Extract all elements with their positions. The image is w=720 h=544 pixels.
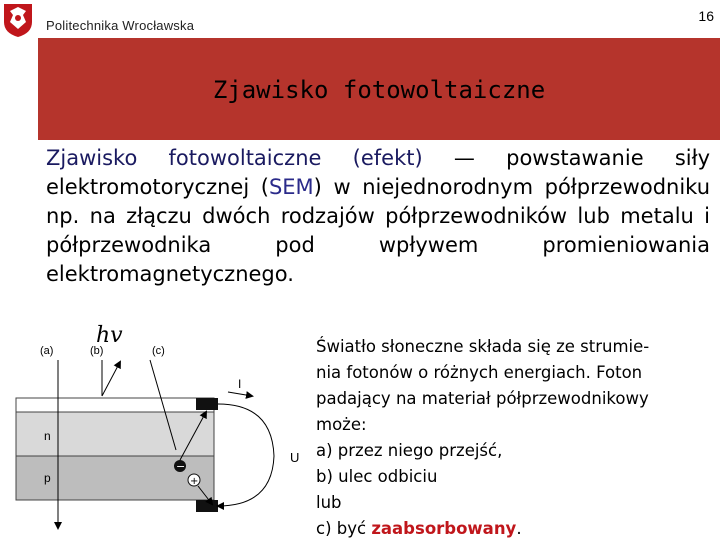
intro-term: Zjawisko fotowoltaiczne (efekt) — [46, 146, 423, 170]
side-line-7: lub — [316, 493, 342, 512]
side-line-2: nia fotonów o różnych energiach. Foton — [316, 363, 643, 382]
side-line-6: b) ulec odbiciu — [316, 467, 438, 486]
top-layer — [16, 398, 214, 412]
side-line-8-prefix: c) być — [316, 519, 372, 538]
label-b: (b) — [90, 345, 104, 357]
ray-b-out — [102, 362, 120, 396]
brand-name: Politechnika Wrocławska — [46, 18, 195, 33]
voltage-label: U — [290, 450, 300, 465]
intro-sem: SEM — [268, 175, 314, 199]
intro-part1: powstawanie siły elektromotorycznej ( — [46, 146, 710, 199]
bottom-electrode — [196, 500, 218, 512]
university-logo — [2, 2, 34, 38]
left-bar — [0, 38, 38, 140]
page-number: 16 — [698, 8, 714, 24]
photovoltaic-diagram — [0, 316, 310, 540]
plus-sign: + — [190, 476, 199, 487]
intro-paragraph — [46, 144, 710, 289]
hv-label: hv — [96, 323, 123, 348]
side-line-4: może: — [316, 415, 367, 434]
side-line-3: padający na materiał półprzewodnikowy — [316, 389, 649, 408]
layer-n-label: n — [44, 429, 51, 443]
minus-sign: − — [176, 460, 186, 473]
intro-part2: ) w niejednorodnym półprzewodniku np. na złączu dwóch rodzajów półprzewodników lub metalu i półprzewodnika pod wpływem promieniowania elektromagnetycznego. — [46, 175, 710, 286]
label-c: (c) — [152, 345, 165, 357]
external-circuit — [218, 404, 274, 506]
side-text — [316, 334, 716, 542]
top-electrode — [196, 398, 218, 410]
slide-title: Zjawisko fotowoltaiczne — [212, 76, 546, 104]
side-line-8 — [316, 516, 716, 542]
current-arrow — [228, 392, 252, 396]
current-label: I — [238, 377, 242, 391]
side-line-5: a) przez niego przejść, — [316, 441, 503, 460]
intro-dash: — — [422, 146, 507, 170]
layer-p-label: p — [44, 471, 51, 485]
side-line-1: Światło słoneczne składa się ze strumie- — [316, 337, 650, 356]
label-a: (a) — [40, 345, 54, 357]
absorbed-highlight: zaabsorbowany — [371, 519, 517, 538]
side-line-8-suffix: . — [516, 519, 522, 538]
